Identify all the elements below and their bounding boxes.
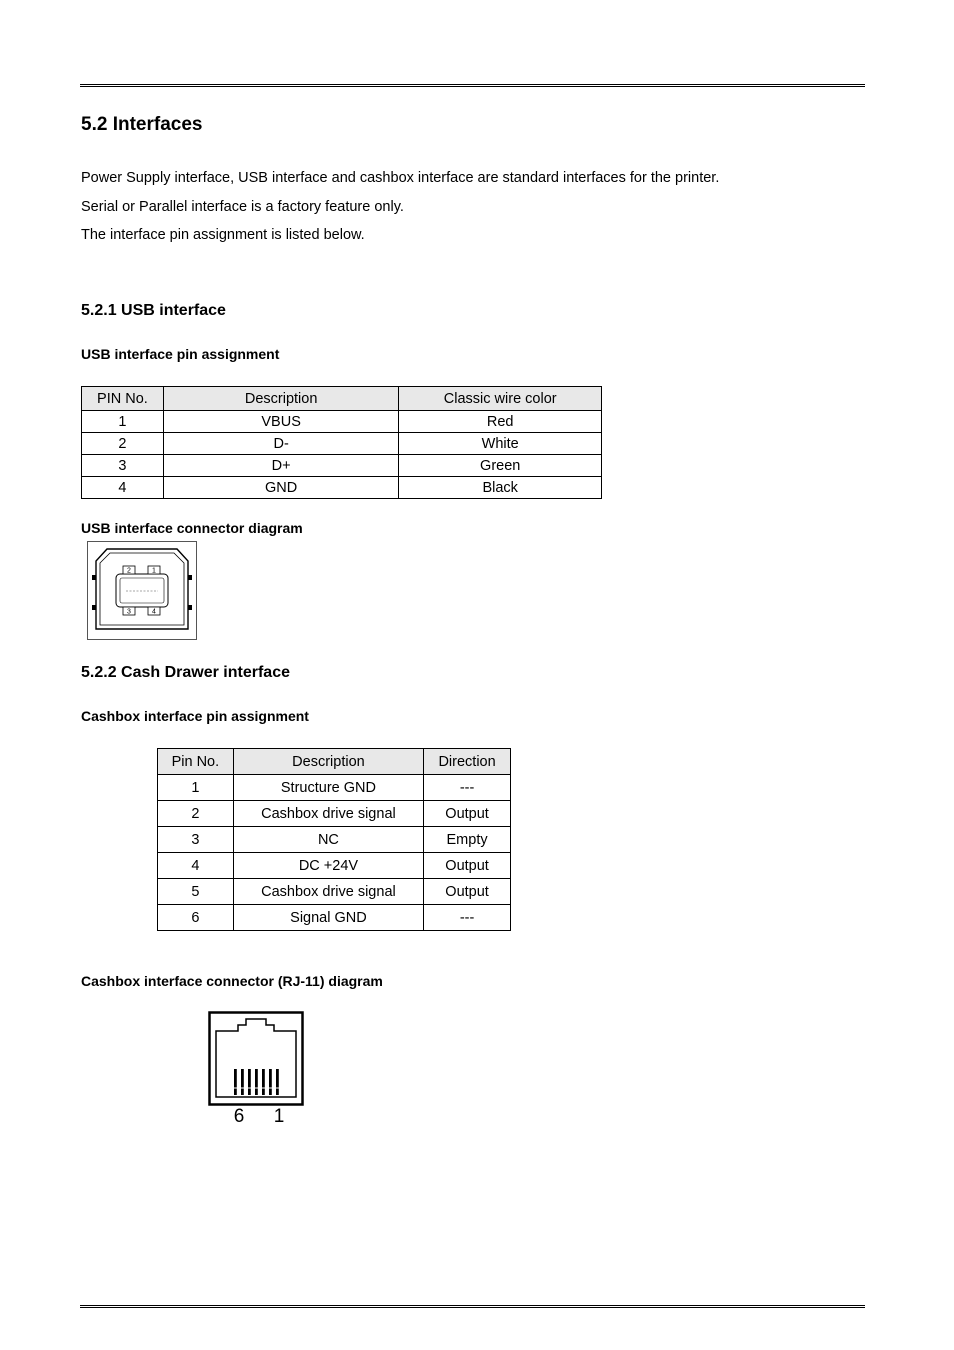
table-row — [158, 905, 511, 931]
cell-direction: --- — [424, 905, 511, 931]
cell-pin: 6 — [158, 905, 234, 931]
table-row — [158, 827, 511, 853]
usb-diagram-caption: USB interface connector diagram — [81, 520, 303, 536]
cash-table-caption: Cashbox interface pin assignment — [81, 708, 309, 724]
rj11-connector-diagram — [208, 1011, 306, 1127]
cell-pin: 2 — [82, 433, 164, 455]
intro-line-2: Serial or Parallel interface is a factory feature only. — [81, 198, 404, 215]
table-row — [82, 455, 602, 477]
table-row — [82, 477, 602, 499]
table-header-row — [82, 387, 602, 411]
cell-pin: 4 — [82, 477, 164, 499]
usb-pin-label: 2 — [127, 567, 131, 575]
cell-direction: Output — [424, 853, 511, 879]
intro-paragraphs — [81, 164, 719, 250]
cell-description: Structure GND — [233, 775, 423, 801]
cell-pin: 4 — [158, 853, 234, 879]
cell-pin: 1 — [158, 775, 234, 801]
cell-direction: Output — [424, 879, 511, 905]
usb-connector-diagram — [87, 541, 197, 640]
cash-heading: 5.2.2 Cash Drawer interface — [81, 664, 290, 681]
cell-pin: 1 — [82, 411, 164, 433]
usb-pin-label: 3 — [127, 608, 131, 616]
cell-direction: --- — [424, 775, 511, 801]
table-row — [158, 801, 511, 827]
usb-heading: 5.2.1 USB interface — [81, 302, 226, 319]
cell-color: Green — [399, 455, 602, 477]
usb-pin-label: 1 — [152, 567, 156, 575]
cell-pin: 2 — [158, 801, 234, 827]
table-row — [158, 879, 511, 905]
footer-rule — [80, 1305, 865, 1308]
header-pin-no: Pin No. — [158, 749, 234, 775]
cell-description: GND — [163, 477, 399, 499]
cell-description: Cashbox drive signal — [233, 879, 423, 905]
table-header-row — [158, 749, 511, 775]
table-row — [82, 411, 602, 433]
header-description: Description — [163, 387, 399, 411]
header-pin-no: PIN No. — [82, 387, 164, 411]
header-wire-color: Classic wire color — [399, 387, 602, 411]
cell-pin: 3 — [158, 827, 234, 853]
cell-description: VBUS — [163, 411, 399, 433]
header-direction: Direction — [424, 749, 511, 775]
cell-description: D- — [163, 433, 399, 455]
cell-description: D+ — [163, 455, 399, 477]
cell-description: NC — [233, 827, 423, 853]
cell-description: Signal GND — [233, 905, 423, 931]
cell-pin: 3 — [82, 455, 164, 477]
cashbox-pin-table — [157, 748, 511, 931]
usb-table-caption: USB interface pin assignment — [81, 346, 280, 362]
cash-diagram-caption: Cashbox interface connector (RJ-11) diagram — [81, 973, 383, 989]
table-row — [158, 853, 511, 879]
cell-color: White — [399, 433, 602, 455]
rj11-label-6: 6 — [233, 1106, 245, 1127]
usb-pin-label: 4 — [152, 608, 156, 616]
header-rule — [80, 84, 865, 87]
cell-color: Black — [399, 477, 602, 499]
cell-description: Cashbox drive signal — [233, 801, 423, 827]
rj11-label-1: 1 — [273, 1106, 285, 1127]
cell-direction: Empty — [424, 827, 511, 853]
usb-pin-table — [81, 386, 602, 499]
cell-description: DC +24V — [233, 853, 423, 879]
table-row — [158, 775, 511, 801]
intro-line-3: The interface pin assignment is listed below. — [81, 227, 365, 243]
header-description: Description — [233, 749, 423, 775]
intro-line-1: Power Supply interface, USB interface and cashbox interface are standard interfaces for the printer. — [81, 170, 720, 186]
cell-direction: Output — [424, 801, 511, 827]
cell-color: Red — [399, 411, 602, 433]
cell-pin: 5 — [158, 879, 234, 905]
table-row — [82, 433, 602, 455]
section-title: 5.2 Interfaces — [81, 114, 203, 135]
